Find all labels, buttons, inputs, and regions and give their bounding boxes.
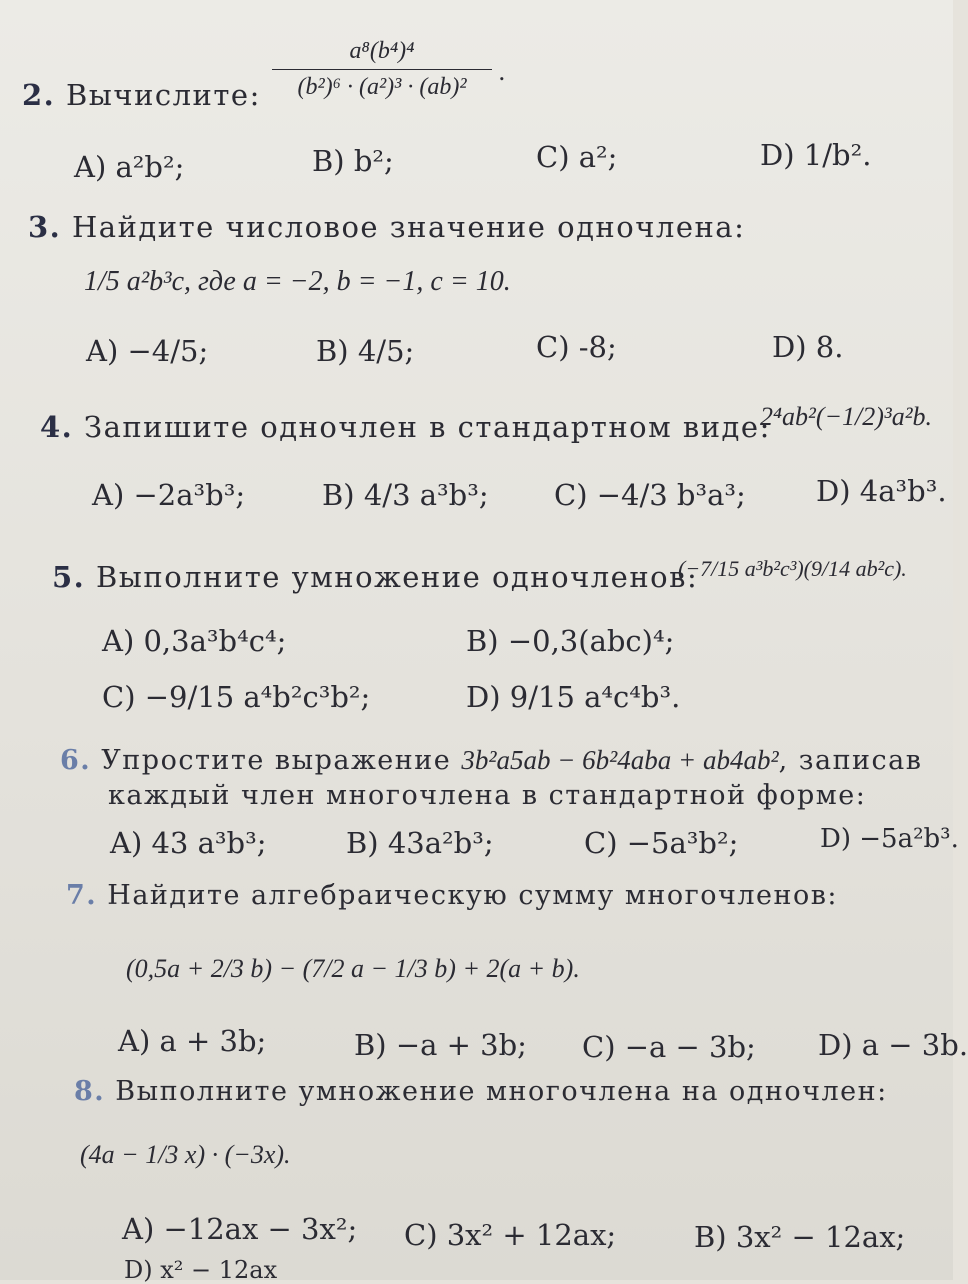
- q3-option-d[interactable]: D) 8.: [772, 330, 844, 364]
- question-2-heading: [22, 78, 261, 112]
- question-7-heading: [66, 880, 838, 911]
- question-number: 8.: [74, 1076, 106, 1107]
- q5-expression: (−7/15 a³b²c³)(9/14 ab²c).: [678, 556, 907, 581]
- question-prompt: Выполните умножение многочлена на одночлен:: [115, 1076, 888, 1107]
- q3-expression: 1/5 a²b³c, где a = −2, b = −1, c = 10.: [84, 266, 511, 297]
- q5-option-c[interactable]: C) −9/15 a⁴b²c³b²;: [102, 680, 371, 714]
- question-prompt: Запишите одночлен в стандартном виде:: [84, 410, 771, 444]
- question-5-heading: [52, 560, 698, 594]
- q6-option-b[interactable]: B) 43a²b³;: [346, 826, 494, 860]
- q6-continuation: каждый член многочлена в стандартной форме:: [108, 780, 867, 811]
- question-number: 5.: [52, 560, 86, 594]
- q4-option-a[interactable]: A) −2a³b³;: [92, 478, 246, 512]
- question-prompt: Найдите числовое значение одночлена:: [72, 210, 746, 244]
- q5-option-b[interactable]: B) −0,3(abc)⁴;: [466, 624, 675, 658]
- q8-option-b[interactable]: B) 3x² − 12ax;: [694, 1220, 906, 1254]
- q6-expression: 3b²a5ab − 6b²4aba + ab4ab²: [461, 745, 779, 775]
- question-prompt: Найдите алгебраическую сумму многочленов:: [107, 880, 839, 911]
- q6-option-c[interactable]: C) −5a³b²;: [584, 826, 739, 860]
- question-prompt: Упростите выражение: [101, 745, 452, 776]
- q8-option-a[interactable]: A) −12ax − 3x²;: [122, 1212, 358, 1246]
- q6-option-d[interactable]: D) −5a²b³.: [820, 824, 959, 854]
- q2-option-d[interactable]: D) 1/b².: [760, 138, 872, 172]
- q8-expression: (4a − 1/3 x) · (−3x).: [80, 1140, 291, 1169]
- question-number: 3.: [28, 210, 62, 244]
- q7-option-b[interactable]: B) −a + 3b;: [354, 1028, 527, 1062]
- question-number: 6.: [60, 745, 92, 776]
- question-3-heading: [28, 210, 745, 244]
- q3-option-c[interactable]: C) -8;: [536, 330, 617, 364]
- q4-option-b[interactable]: B) 4/3 a³b³;: [322, 478, 489, 512]
- q5-option-d[interactable]: D) 9/15 a⁴c⁴b³.: [466, 680, 681, 714]
- q8-option-c[interactable]: C) 3x² + 12ax;: [404, 1218, 617, 1252]
- question-prompt: Выполните умножение одночленов:: [96, 560, 699, 594]
- q2-option-c[interactable]: C) a²;: [536, 140, 618, 174]
- q7-expression: (0,5a + 2/3 b) − (7/2 a − 1/3 b) + 2(a + b).: [126, 954, 580, 983]
- q3-option-b[interactable]: B) 4/5;: [316, 334, 415, 368]
- question-number: 2.: [22, 78, 56, 112]
- q6-option-a[interactable]: A) 43 a³b³;: [110, 826, 267, 860]
- q2-fraction: [272, 38, 492, 101]
- q2-denominator: (b²)⁶ · (a²)³ · (ab)²: [297, 74, 467, 100]
- q8-option-d[interactable]: D) x² − 12ax: [124, 1256, 278, 1284]
- q2-period: .: [498, 58, 506, 86]
- q5-option-a[interactable]: A) 0,3a³b⁴c⁴;: [102, 624, 287, 658]
- q4-option-c[interactable]: C) −4/3 b³a³;: [554, 478, 746, 512]
- q7-option-c[interactable]: C) −a − 3b;: [582, 1030, 756, 1064]
- question-number: 7.: [66, 880, 98, 911]
- question-4-heading: [40, 410, 771, 444]
- q7-option-a[interactable]: A) a + 3b;: [118, 1024, 267, 1058]
- q7-option-d[interactable]: D) a − 3b.: [818, 1028, 968, 1062]
- q2-option-b[interactable]: B) b²;: [312, 144, 394, 178]
- q6-suffix: , записав: [778, 745, 923, 776]
- q4-expression: 2⁴ab²(−1/2)³a²b.: [760, 402, 933, 431]
- q2-option-a[interactable]: A) a²b²;: [74, 150, 185, 184]
- question-6-heading: [60, 745, 922, 776]
- question-8-heading: [74, 1076, 888, 1107]
- question-prompt: Вычислите:: [66, 78, 261, 112]
- question-number: 4.: [40, 410, 74, 444]
- q3-option-a[interactable]: A) −4/5;: [86, 334, 209, 368]
- q2-numerator: a⁸(b⁴)⁴: [272, 38, 492, 70]
- q4-option-d[interactable]: D) 4a³b³.: [816, 474, 947, 508]
